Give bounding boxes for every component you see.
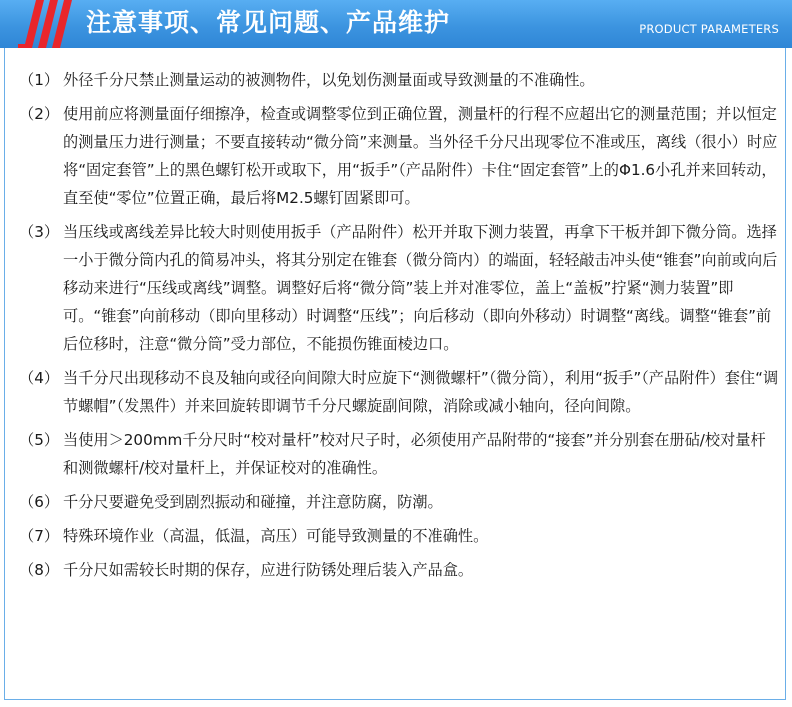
section-header [0,0,792,48]
item-number: （5） [19,431,60,449]
item-number: （1） [19,71,60,89]
item-number: （7） [19,527,60,545]
item-text: 当压线或离线差异比较大时则使用扳手（产品附件）松开并取下测力装置，再拿下干板并卸下微分筒。选择一小于微分筒内孔的简易冲头，将其分别定在锥套（微分筒内）的端面，轻轻敲击冲头使“锥套”向前或向后移动来进行“压线或离线”调整。调整好后将“微分筒”装上并对准零位，盖上“盖板”拧紧“测力装置”即可。“锥套”向前移动（即向里移动）时调整“压线”；向后移动（即向外移动）时调整“离线。调整“锥套”前后位移时，注意“微分筒”受力部位，不能损伤锥面棱边口。 [63,223,778,353]
item-number: （8） [19,561,60,579]
item-text: 千分尺如需较长时期的保存，应进行防锈处理后装入产品盒。 [63,561,474,579]
item-text: 使用前应将测量面仔细擦净，检查或调整零位到正确位置，测量杆的行程不应超出它的测量范围；并以恒定的测量压力进行测量；不要直接转动“微分筒”来测量。当外径千分尺出现零位不准或压，离线（很小）时应将“固定套管”上的黑色螺钉松开或取下，用“扳手”（产品附件）卡住“固定套管”上的Φ1.6小孔并来回转动，直至使“零位”位置正确，最后将M2.5螺钉固紧即可。 [63,105,778,207]
list-item [19,488,779,516]
item-number: （6） [19,493,60,511]
item-number: （3） [19,223,60,241]
page-title: 注意事项、常见问题、产品维护 [86,8,451,37]
list-item [19,426,779,482]
red-stripes-logo-icon [18,0,78,48]
item-number: （4） [19,369,60,387]
list-item [19,522,779,550]
list-item [19,364,779,420]
item-number: （2） [19,105,60,123]
notice-list [19,66,779,590]
list-item [19,218,779,358]
item-text: 特殊环境作业（高温，低温，高压）可能导致测量的不准确性。 [63,527,489,545]
list-item [19,66,779,94]
list-item [19,556,779,584]
page-subtitle: PRODUCT PARAMETERS [639,22,779,36]
item-text: 千分尺要避免受到剧烈振动和碰撞，并注意防腐，防潮。 [63,493,443,511]
item-text: 当千分尺出现移动不良及轴向或径向间隙大时应旋下“测微螺杆”（微分筒），利用“扳手”（产品附件）套住“调节螺帽”（发黑件）并来回旋转即调节千分尺螺旋副间隙，消除或减小轴向，径向间隙。 [63,369,779,415]
list-item [19,100,779,212]
item-text: 外径千分尺禁止测量运动的被测物件，以免划伤测量面或导致测量的不准确性。 [63,71,595,89]
item-text: 当使用＞200mm千分尺时“校对量杆”校对尺子时，必须使用产品附带的“接套”并分别套在册砧/校对量杆和测微螺杆/校对量杆上，并保证校对的准确性。 [63,431,766,477]
